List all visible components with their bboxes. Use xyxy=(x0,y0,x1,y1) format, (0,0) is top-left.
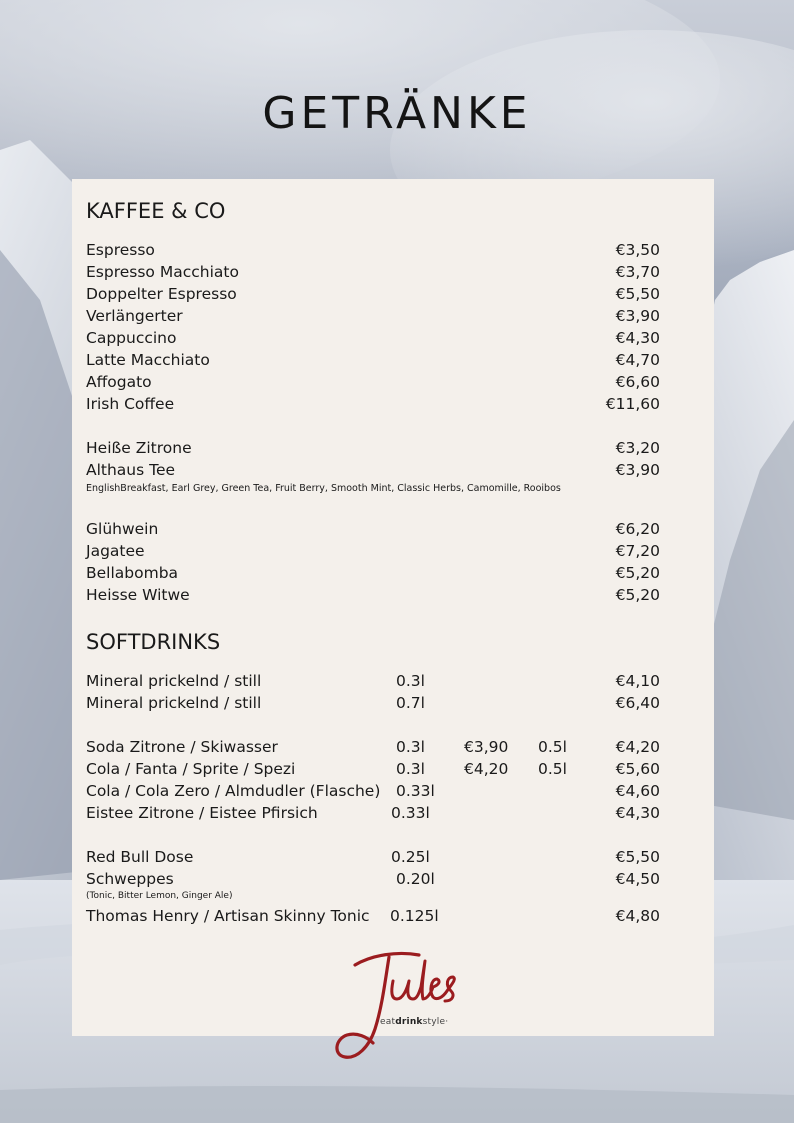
section-title-kaffee: KAFFEE & CO xyxy=(86,199,226,223)
item-size: 0.33l xyxy=(391,804,430,822)
item-price: €4,80 xyxy=(615,907,660,925)
item-name: Soda Zitrone / Skiwasser xyxy=(86,738,278,756)
item-name: Affogato xyxy=(86,373,152,391)
menu-item xyxy=(86,905,676,927)
section-title-softdrinks: SOFTDRINKS xyxy=(86,630,221,654)
menu-item xyxy=(86,349,676,371)
item-name: Espresso Macchiato xyxy=(86,263,239,281)
item-name: Althaus Tee xyxy=(86,461,176,479)
item-price: €6,60 xyxy=(615,373,660,391)
item-size: 0.3l xyxy=(396,760,425,778)
menu-item xyxy=(86,371,676,393)
item-name: Red Bull Dose xyxy=(86,848,194,866)
item-price: €4,20 xyxy=(615,738,660,756)
page-title: GETRÄNKE xyxy=(262,88,532,139)
menu-item xyxy=(86,758,676,780)
item-name: Mineral prickelnd / still xyxy=(86,672,262,690)
logo-tagline: ·eatdrinkstyle· xyxy=(377,1017,449,1027)
item-name: Mineral prickelnd / still xyxy=(86,694,262,712)
item-price: €6,40 xyxy=(615,694,660,712)
item-price: €5,20 xyxy=(615,564,660,582)
item-small-price: €4,20 xyxy=(464,760,509,778)
item-size: 0.3l xyxy=(396,738,425,756)
item-price: €4,70 xyxy=(615,351,660,369)
item-name: Verlängerter xyxy=(86,307,183,325)
item-name: Heisse Witwe xyxy=(86,586,190,604)
item-size: 0.20l xyxy=(396,870,435,888)
menu-item xyxy=(86,846,676,868)
menu-item xyxy=(86,239,676,261)
item-name: Glühwein xyxy=(86,520,159,538)
menu-item xyxy=(86,692,676,714)
item-price: €3,50 xyxy=(615,241,660,259)
menu-item xyxy=(86,283,676,305)
jules-logo xyxy=(327,947,467,1067)
menu-item xyxy=(86,670,676,692)
item-price: €4,30 xyxy=(615,329,660,347)
menu-item xyxy=(86,540,676,562)
menu-item xyxy=(86,327,676,349)
menu-item xyxy=(86,459,676,481)
item-name: Latte Macchiato xyxy=(86,351,210,369)
item-price: €5,50 xyxy=(615,848,660,866)
item-size-large: 0.5l xyxy=(538,760,567,778)
item-price: €3,90 xyxy=(615,461,660,479)
item-price: €3,20 xyxy=(615,439,660,457)
item-name: Jagatee xyxy=(86,542,145,560)
item-size: 0.7l xyxy=(396,694,425,712)
menu-item xyxy=(86,305,676,327)
item-price: €5,50 xyxy=(615,285,660,303)
item-price: €3,70 xyxy=(615,263,660,281)
menu-item xyxy=(86,802,676,824)
menu-item xyxy=(86,736,676,758)
menu-item xyxy=(86,780,676,802)
item-price: €7,20 xyxy=(615,542,660,560)
item-name: Cola / Fanta / Sprite / Spezi xyxy=(86,760,296,778)
item-name: Cappuccino xyxy=(86,329,177,347)
menu-item xyxy=(86,868,676,890)
item-name: Doppelter Espresso xyxy=(86,285,237,303)
menu-item xyxy=(86,437,676,459)
item-name: Cola / Cola Zero / Almdudler (Flasche) xyxy=(86,782,381,800)
item-name: Heiße Zitrone xyxy=(86,439,192,457)
item-size: 0.25l xyxy=(391,848,430,866)
item-size-large: 0.5l xyxy=(538,738,567,756)
menu-item xyxy=(86,518,676,540)
item-price: €4,10 xyxy=(615,672,660,690)
item-price: €4,50 xyxy=(615,870,660,888)
item-price: €6,20 xyxy=(615,520,660,538)
item-price: €4,60 xyxy=(615,782,660,800)
menu-item xyxy=(86,584,676,606)
item-price: €5,20 xyxy=(615,586,660,604)
tea-varieties-note: EnglishBreakfast, Earl Grey, Green Tea, Fruit Berry, Smooth Mint, Classic Herbs, Camomille, Rooibos xyxy=(86,483,561,494)
item-price: €5,60 xyxy=(615,760,660,778)
item-name: Eistee Zitrone / Eistee Pfirsich xyxy=(86,804,318,822)
item-name: Schweppes xyxy=(86,870,174,888)
item-name: Bellabomba xyxy=(86,564,179,582)
item-price: €11,60 xyxy=(605,395,660,413)
item-size: 0.3l xyxy=(396,672,425,690)
menu-item xyxy=(86,261,676,283)
item-price: €4,30 xyxy=(615,804,660,822)
menu-item xyxy=(86,562,676,584)
item-small-price: €3,90 xyxy=(464,738,509,756)
menu-card xyxy=(72,179,714,1036)
schweppes-note: (Tonic, Bitter Lemon, Ginger Ale) xyxy=(86,891,233,901)
item-name: Espresso xyxy=(86,241,155,259)
item-name: Thomas Henry / Artisan Skinny Tonic xyxy=(86,907,370,925)
menu-item xyxy=(86,393,676,415)
item-price: €3,90 xyxy=(615,307,660,325)
item-size: 0.33l xyxy=(396,782,435,800)
item-size: 0.125l xyxy=(390,907,439,925)
item-name: Irish Coffee xyxy=(86,395,175,413)
